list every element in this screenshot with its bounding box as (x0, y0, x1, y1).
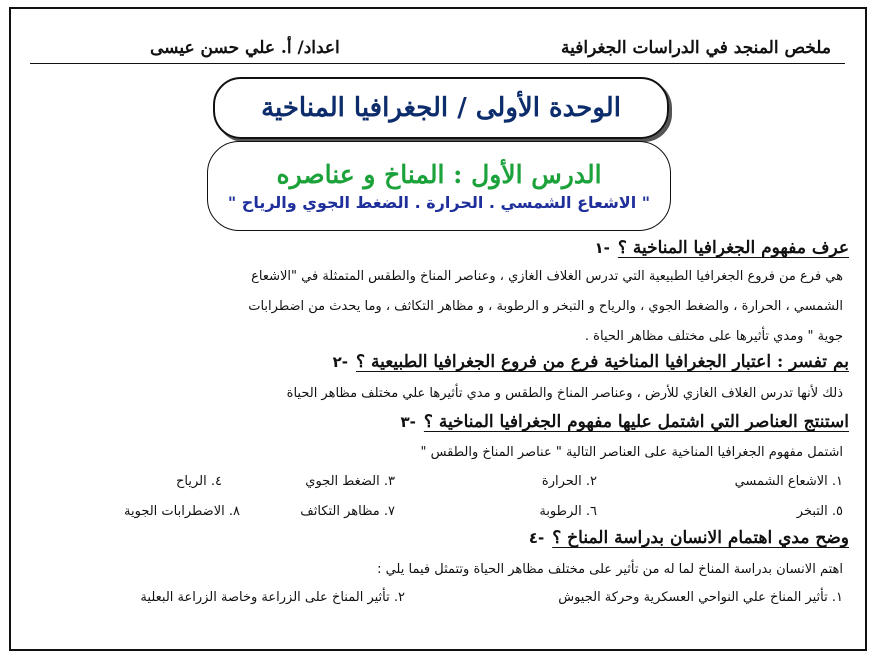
element-item: ٢. الحرارة (541, 474, 597, 489)
question-number: -٤ (528, 529, 545, 547)
header-title: ملخص المنجد في الدراسات الجغرافية (561, 38, 831, 58)
unit-title-box (213, 77, 669, 139)
element-item: ٦. الرطوبة (539, 504, 597, 519)
lesson-subtitle: " الاشعاع الشمسي . الحرارة . الضغط الجوي والرياح " (227, 193, 651, 212)
header-divider (30, 63, 845, 64)
question-3 (401, 412, 850, 432)
element-item: ٥. التبخر (796, 504, 843, 519)
answer-line: جوية " ومدي تأثيرها على مختلف مظاهر الحياة . (584, 329, 843, 344)
answer-line: هي فرع من فروع الجغرافيا الطبيعية التي تدرس الغلاف الغازي ، وعناصر المناخ والطقس المتمثلة في "الاشعاع (251, 269, 843, 284)
element-item: ١. الاشعاع الشمسي (734, 474, 843, 489)
unit-title: الوحدة الأولى / الجغرافيا المناخية (261, 93, 621, 123)
question-text: عرف مفهوم الجغرافيا المناخية ؟ (617, 238, 849, 258)
question-text: وضح مدي اهتمام الانسان بدراسة المناخ ؟ (552, 528, 849, 548)
question-1 (595, 238, 850, 258)
question-number: -١ (594, 239, 610, 257)
header-author: اعداد/ أ. علي حسن عيسى (150, 38, 340, 58)
influence-item: ٢. تأثير المناخ على الزراعة وخاصة الزراعة البعلية (140, 590, 405, 605)
element-item: ٨. الاضطرابات الجوية (124, 504, 240, 519)
element-item: ٧. مظاهر التكاثف (300, 504, 395, 519)
answer-3-intro: اشتمل مفهوم الجغرافيا المناخية على العناصر التالية " عناصر المناخ والطقس " (420, 445, 843, 460)
lesson-title: الدرس الأول : المناخ و عناصره (276, 160, 602, 189)
influence-item: ١. تأثير المناخ علي النواحي العسكرية وحركة الجيوش (558, 590, 843, 605)
answer-1 (30, 262, 843, 352)
answer-4-intro: اهتم الانسان بدراسة المناخ لما له من تأثير على مختلف مظاهر الحياة وتتمثل فيما يلي : (377, 562, 843, 577)
element-item: ٤. الرياح (176, 474, 222, 489)
question-4 (529, 528, 849, 548)
element-item: ٣. الضغط الجوي (305, 474, 395, 489)
lesson-title-box (207, 141, 671, 231)
question-text: بم تفسر : اعتبار الجغرافيا المناخية فرع من فروع الجغرافيا الطبيعية ؟ (356, 352, 849, 372)
question-text: استنتج العناصر التي اشتمل عليها مفهوم الجغرافيا المناخية ؟ (423, 412, 849, 432)
question-2 (333, 352, 849, 372)
question-number: -٣ (400, 413, 416, 431)
answer-2: ذلك لأنها تدرس الغلاف الغازي للأرض ، وعناصر المناخ والطقس و مدي تأثيرها علي مختلف مظاهر الحياة (286, 386, 843, 401)
answer-line: الشمسي ، الحرارة ، والضغط الجوي ، والرياح و التبخر و الرطوبة ، و مظاهر التكاثف ، وما يحدث من اضطرابات (248, 299, 843, 314)
question-number: -٢ (332, 353, 349, 371)
